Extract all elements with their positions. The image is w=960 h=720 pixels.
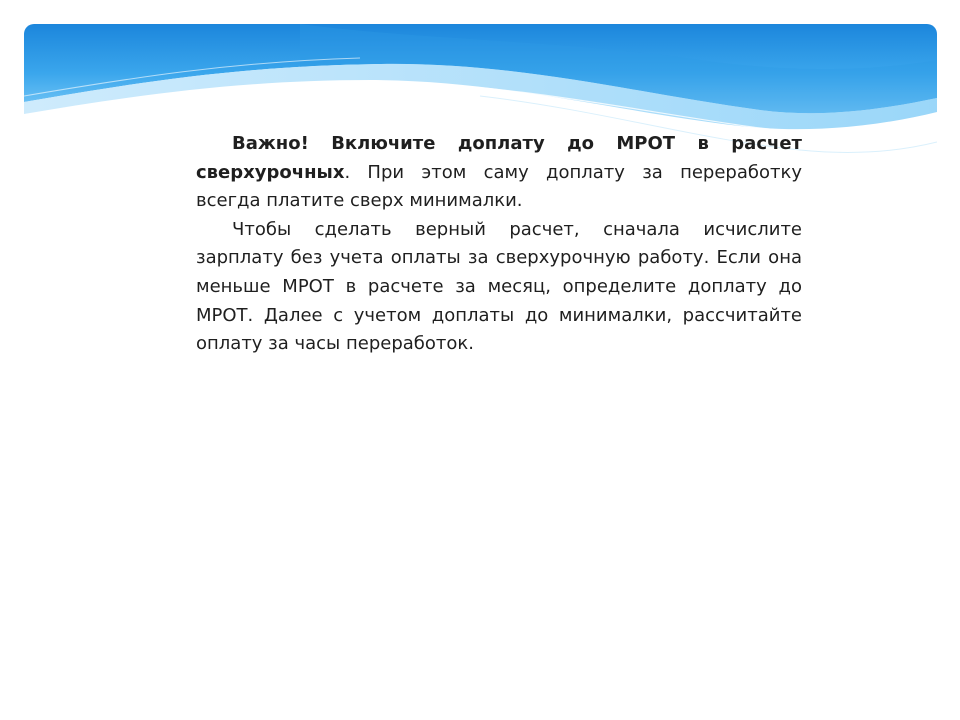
paragraph-important <box>196 130 802 216</box>
slide-body-text <box>196 130 802 359</box>
paragraph-calculation: Чтобы сделать верный расчет, сначала исчислите зарплату без учета оплаты за сверхурочную работу. Если она меньше МРОТ в расчете за месяц, определите доплату до МРОТ. Далее с учетом доплаты до минималки, рассчитайте оплату за часы переработок. <box>196 218 802 355</box>
important-bold-text: Важно! Включите доплату до МРОТ в расчет сверхурочных <box>196 133 802 183</box>
important-regular-text: . При этом саму доплату за переработку всегда платите сверх минималки. <box>196 161 802 212</box>
